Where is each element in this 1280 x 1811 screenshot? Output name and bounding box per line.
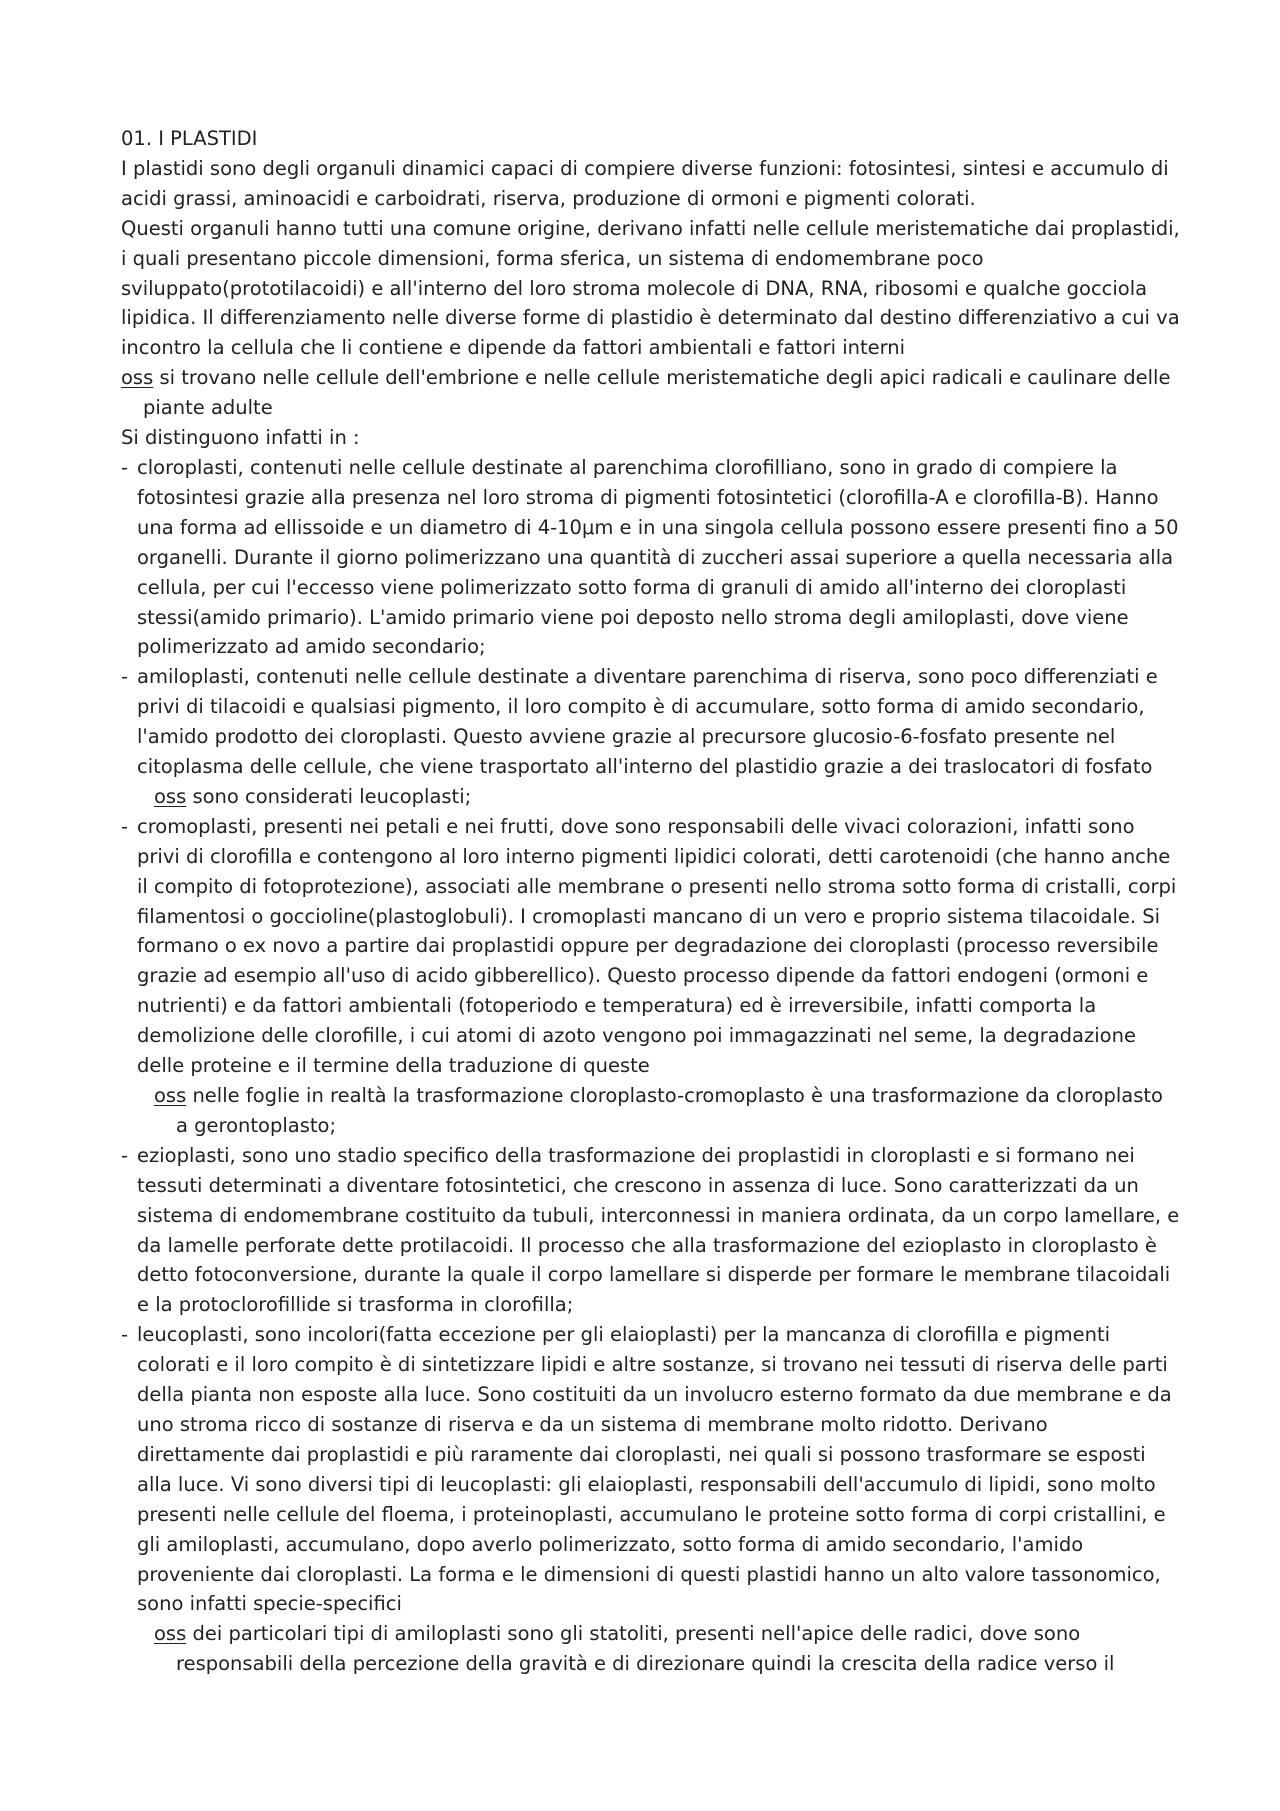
list-dash: - <box>121 1323 129 1347</box>
list-item-cloroplasti <box>121 453 1180 662</box>
list-dash: - <box>121 1143 129 1167</box>
list-item-text: cloroplasti, contenuti nelle cellule destinate al parenchima clorofilliano, sono in grado di compiere la fotosintesi grazie alla presenza nel loro stroma di pigmenti fotosintetici (clorofilla-A e clorofilla-B). Hanno una forma ad ellissoide e un diametro di 4-10μm e in una singola cellula possono essere presenti fino a 50 organelli. Durante il giorno polimerizzano una quantità di zuccheri assai superiore a quella necessaria alla cellula, per cui l'eccesso viene polimerizzato sotto forma di granuli di amido all'interno dei cloroplasti stessi(amido primario). L'amido primario viene poi deposto nello stroma degli amiloplasti, dove viene polimerizzato ad amido secondario; <box>137 455 1179 659</box>
list-item-cromoplasti <box>121 812 1180 1141</box>
intro-note <box>121 363 1180 423</box>
oss-label: oss <box>154 784 187 808</box>
list-item-note-text: dei particolari tipi di amiloplasti sono gli statoliti, presenti nell'apice delle radici, dove sono responsabili della percezione della gravità e di direzionare quindi la crescita della radice verso il <box>176 1622 1115 1676</box>
origin-paragraph: Questi organuli hanno tutti una comune origine, derivano infatti nelle cellule meristematiche dai proplastidi, i quali presentano piccole dimensioni, forma sferica, un sistema di endomembrane poco sviluppato(prototilacoidi) e all'interno del loro stroma molecole di DNA, RNA, ribosomi e qualche gocciola lipidica. Il differenziamento nelle diverse forme di plastidio è determinato dal destino differenziativo a cui va incontro la cellula che li contiene e dipende da fattori ambientali e fattori interni <box>121 216 1180 360</box>
list-dash: - <box>121 814 129 838</box>
intro-paragraph: I plastidi sono degli organuli dinamici capaci di compiere diverse funzioni: fotosintesi, sintesi e accumulo di acidi grassi, aminoacidi e carboidrati, riserva, produzione di ormoni e pigmenti colorati. <box>121 156 1169 210</box>
list-item-note <box>137 1619 1180 1679</box>
oss-label: oss <box>154 1622 187 1646</box>
list-item-text: ezioplasti, sono uno stadio specifico della trasformazione dei proplastidi in cloroplasti e si formano nei tessuti determinati a diventare fotosintetici, che crescono in assenza di luce. Sono caratterizzati da un sistema di endomembrane costituito da tubuli, interconnessi in maniera ordinata, da un corpo lamellare, e da lamelle perforate dette protilacoidi. Il processo che alla trasformazione del ezioplasto in cloroplasto è detto fotoconversione, durante la quale il corpo lamellare si disperde per formare le membrane tilacoidali e la protoclorofillide si trasforma in clorofilla; <box>137 1143 1180 1317</box>
section-title: 01. I PLASTIDI <box>121 127 258 150</box>
page-body <box>121 124 1180 1679</box>
list-item-text: cromoplasti, presenti nei petali e nei frutti, dove sono responsabili delle vivaci colorazioni, infatti sono privi di clorofilla e contengono al loro interno pigmenti lipidici colorati, detti carotenoidi (che hanno anche il compito di fotoprotezione), associati alle membrane o presenti nello stroma sotto forma di cristalli, corpi filamentosi o goccioline(plastoglobuli). I cromoplasti mancano di un vero e proprio sistema tilacoidale. Si formano o ex novo a partire dai proplastidi oppure per degradazione dei cloroplasti (processo reversibile grazie ad esempio all'uso di acido gibberellico). Questo processo dipende da fattori endogeni (ormoni e nutrienti) e da fattori ambientali (fotoperiodo e temperatura) ed è irreversibile, infatti comporta la demolizione delle clorofille, i cui atomi di azoto vengono poi immagazzinati nel seme, la degradazione delle proteine e il termine della traduzione di queste <box>137 814 1177 1078</box>
list-item-note-text: sono considerati leucoplasti; <box>192 784 472 808</box>
list-item-note <box>137 782 1180 812</box>
oss-label: oss <box>154 1084 187 1107</box>
list-item-note <box>137 1081 1180 1141</box>
oss-label: oss <box>121 366 154 390</box>
list-intro: Si distinguono infatti in : <box>121 426 360 450</box>
plastid-list <box>121 453 1180 1679</box>
list-dash: - <box>121 665 129 689</box>
list-item-text: amiloplasti, contenuti nelle cellule destinate a diventare parenchima di riserva, sono poco differenziati e privi di tilacoidi e qualsiasi pigmento, il loro compito è di accumulare, sotto forma di amido secondario, l'amido prodotto dei cloroplasti. Questo avviene grazie al precursore glucosio-6-fosfato presente nel citoplasma delle cellule, che viene trasportato all'interno del plastidio grazie a dei traslocatori di fosfato <box>137 665 1158 779</box>
list-dash: - <box>121 455 129 479</box>
list-item-leucoplasti <box>121 1320 1180 1679</box>
list-item-ezioplasti <box>121 1141 1180 1320</box>
list-item-amiloplasti <box>121 662 1180 812</box>
list-item-text: leucoplasti, sono incolori(fatta eccezione per gli elaioplasti) per la mancanza di clorofilla e pigmenti colorati e il loro compito è di sintetizzare lipidi e altre sostanze, si trovano nei tessuti di riserva delle parti della pianta non esposte alla luce. Sono costituiti da un involucro esterno formato da due membrane e da uno stroma ricco di sostanze di riserva e da un sistema di membrane molto ridotto. Derivano direttamente dai proplastidi e più raramente dai cloroplasti, nei quali si possono trasformare se esposti alla luce. Vi sono diversi tipi di leucoplasti: gli elaioplasti, responsabili dell'accumulo di lipidi, sono molto presenti nelle cellule del floema, i proteinoplasti, accumulano le proteine sotto forma di corpi cristallini, e gli amiloplasti, accumulano, dopo averlo polimerizzato, sotto forma di amido secondario, l'amido proveniente dai cloroplasti. La forma e le dimensioni di questi plastidi hanno un alto valore tassonomico, sono infatti specie-specifici <box>137 1323 1172 1616</box>
intro-note-text: si trovano nelle cellule dell'embrione e nelle cellule meristematiche degli apici radicali e caulinare delle piante adulte <box>143 366 1171 420</box>
list-item-note-text: nelle foglie in realtà la trasformazione cloroplasto-cromoplasto è una trasformazione da cloroplasto a gerontoplasto; <box>176 1084 1163 1137</box>
